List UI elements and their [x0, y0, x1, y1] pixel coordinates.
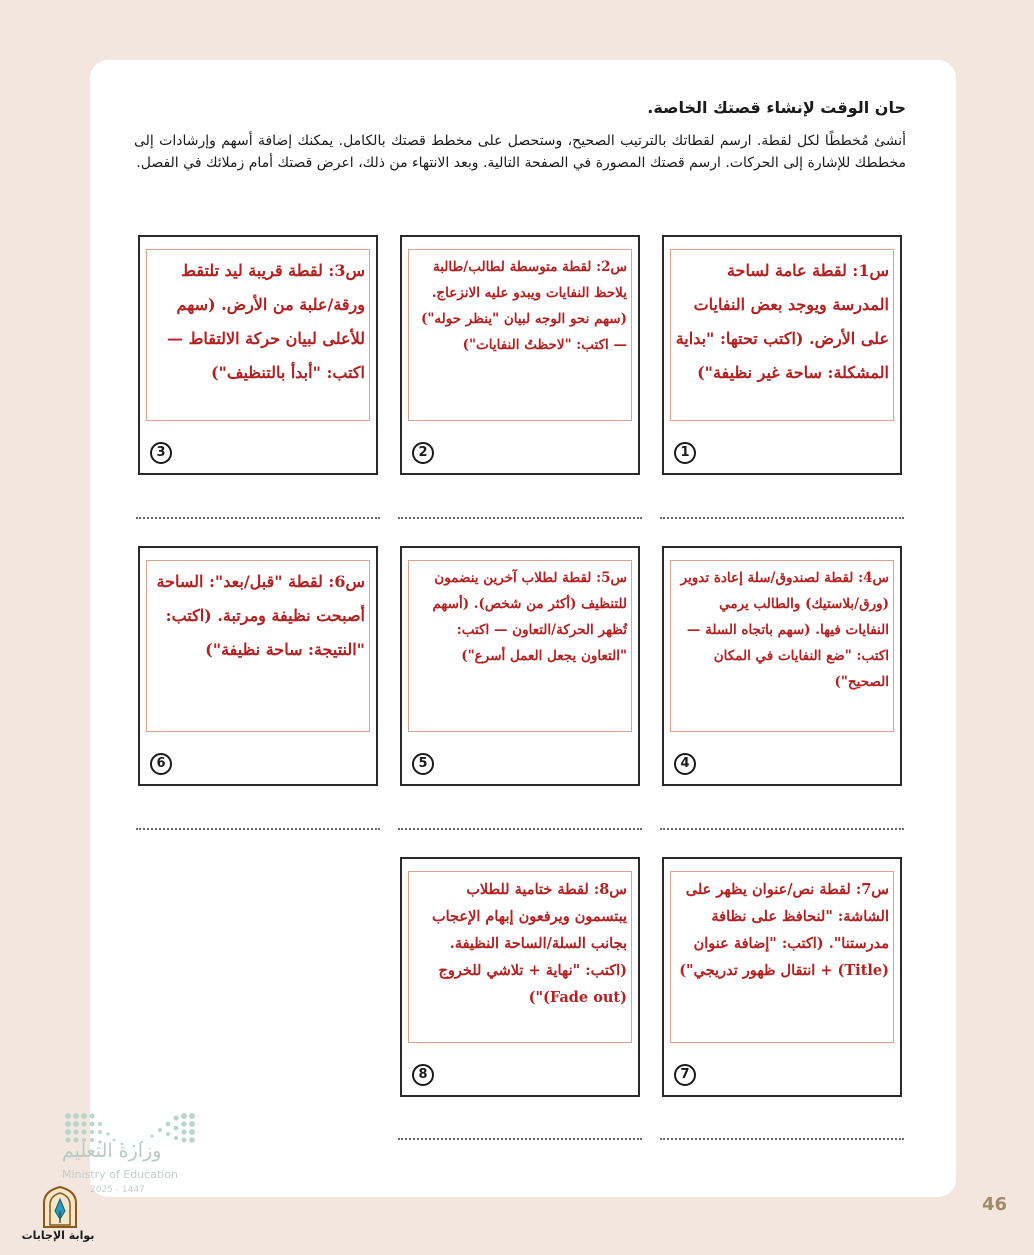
caption-line[interactable] — [136, 517, 380, 519]
ministry-name-arabic: وزارة التعليم — [62, 1140, 162, 1162]
storyboard-frame-1 — [662, 235, 902, 475]
storyboard-frame-5 — [400, 546, 640, 786]
caption-line[interactable] — [398, 1138, 642, 1140]
page-number: 46 — [982, 1194, 1008, 1215]
frame-number-badge: 3 — [150, 442, 172, 464]
storyboard-frame-3 — [138, 235, 378, 475]
portal-name: بوابة الإجابات — [21, 1229, 95, 1242]
caption-line[interactable] — [660, 517, 904, 519]
portal-pen-icon — [40, 1185, 80, 1229]
ministry-year: 2025 - 1447 — [90, 1185, 145, 1195]
caption-line[interactable] — [398, 517, 642, 519]
frame-number-badge: 4 — [674, 753, 696, 775]
frame-text: س5: لقطة لطلاب آخرين ينضمون للتنظيف (أكثر من شخص). (أسهم تُظهر الحركة/التعاون — اكتب: "التعاون يجعل العمل أسرع") — [408, 560, 632, 732]
page-heading: حان الوقت لإنشاء قصتك الخاصة. — [647, 98, 906, 117]
frame-text: س7: لقطة نص/عنوان يظهر على الشاشة: "لنحافظ على نظافة مدرستنا". (اكتب: "إضافة عنوان (Title) + انتقال ظهور تدريجي") — [670, 871, 894, 1043]
storyboard-frame-6 — [138, 546, 378, 786]
frame-text: س2: لقطة متوسطة لطالب/طالبة يلاحظ النفايات ويبدو عليه الانزعاج. (سهم نحو الوجه لبيان "ينظر حوله") — اكتب: "لاحظتُ النفايات") — [408, 249, 632, 421]
page-sheet — [90, 60, 956, 1197]
frame-number-badge: 2 — [412, 442, 434, 464]
caption-line[interactable] — [136, 828, 380, 830]
intro-paragraph: أنشئ مُخططًا لكل لقطة. ارسم لقطاتك بالترتيب الصحيح، وستحصل على مخطط قصتك بالكامل. يمكنك إضافة أسهم وإرشادات إلى مخططك للإشارة إلى الحركات. ارسم قصتك المصورة في الصفحة التالية. وبعد الانتهاء من ذلك، اعرض قصتك أمام زملائك في الفصل. — [134, 133, 906, 171]
frame-text: س4: لقطة لصندوق/سلة إعادة تدوير (ورق/بلاستيك) والطالب يرمي النفايات فيها. (سهم باتجاه السلة — اكتب: "ضع النفايات في المكان الصحيح") — [670, 560, 894, 732]
storyboard-frame-7 — [662, 857, 902, 1097]
frame-number-badge: 5 — [412, 753, 434, 775]
frame-text: س1: لقطة عامة لساحة المدرسة ويوجد بعض النفايات على الأرض. (اكتب تحتها: "بداية المشكلة: ساحة غير نظيفة") — [670, 249, 894, 421]
caption-line[interactable] — [398, 828, 642, 830]
caption-line[interactable] — [660, 828, 904, 830]
storyboard-frame-2 — [400, 235, 640, 475]
frame-number-badge: 1 — [674, 442, 696, 464]
ministry-name-english: Ministry of Education — [62, 1168, 179, 1181]
frame-number-badge: 8 — [412, 1064, 434, 1086]
frame-text: س3: لقطة قريبة ليد تلتقط ورقة/علبة من الأرض. (سهم للأعلى لبيان حركة الالتقاط — اكتب: "أبدأ بالتنظيف") — [146, 249, 370, 421]
frame-text: س6: لقطة "قبل/بعد": الساحة أصبحت نظيفة ومرتبة. (اكتب: "النتيجة: ساحة نظيفة") — [146, 560, 370, 732]
frame-number-badge: 6 — [150, 753, 172, 775]
frame-text: س8: لقطة ختامية للطلاب يبتسمون ويرفعون إبهام الإعجاب بجانب السلة/الساحة النظيفة. (اكتب: "نهاية + تلاشي للخروج (Fade out)") — [408, 871, 632, 1043]
caption-line[interactable] — [660, 1138, 904, 1140]
frame-number-badge: 7 — [674, 1064, 696, 1086]
storyboard-frame-8 — [400, 857, 640, 1097]
storyboard-frame-4 — [662, 546, 902, 786]
